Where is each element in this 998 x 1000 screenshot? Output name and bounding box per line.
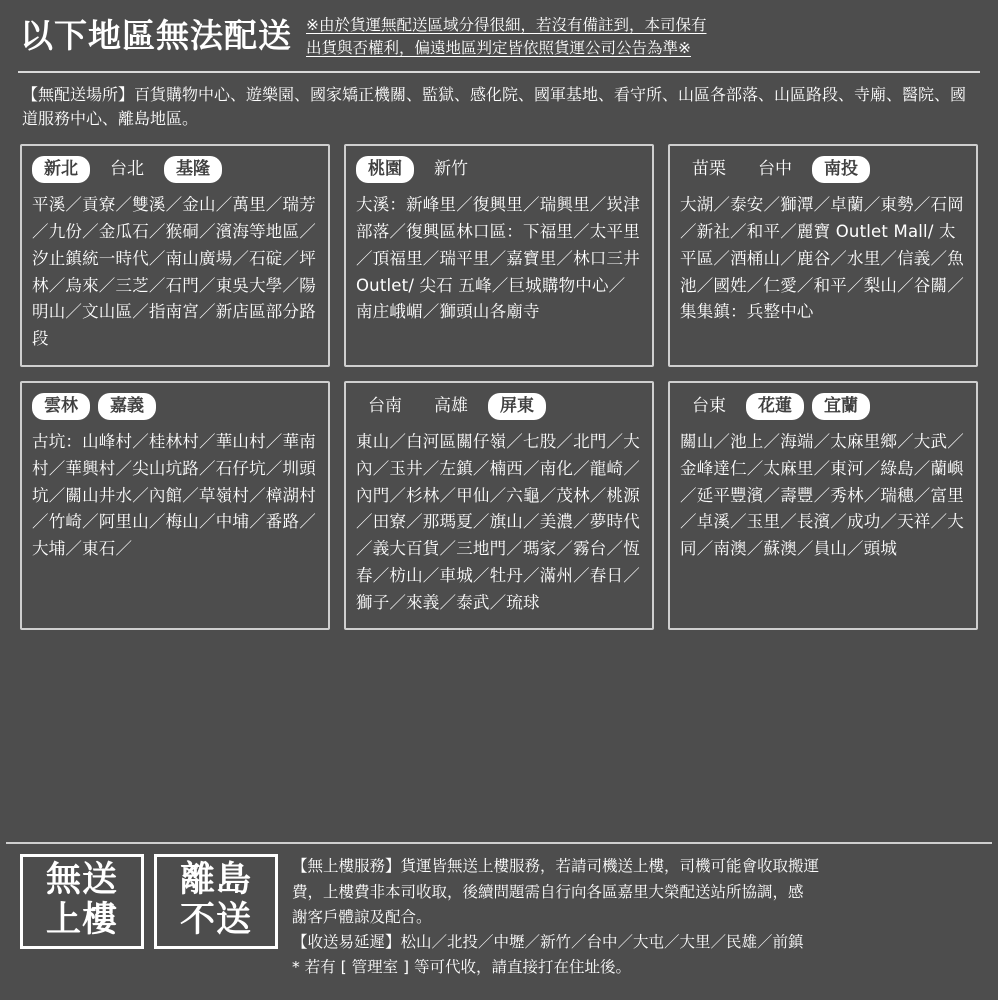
region-tab[interactable]: 台南 xyxy=(368,395,402,416)
region-tabs xyxy=(32,156,318,183)
page-header xyxy=(6,6,992,71)
header-note-line1: ※由於貨運無配送區域分得很細，若沒有備註到，本司保有 xyxy=(306,16,707,34)
no-island-stamp xyxy=(154,854,278,948)
region-box-3 xyxy=(668,144,978,367)
region-box-6 xyxy=(668,381,978,630)
page-title: 以下地區無法配送 xyxy=(20,16,292,56)
region-tab[interactable]: 高雄 xyxy=(434,395,468,416)
region-box-4 xyxy=(20,381,330,630)
region-tabs xyxy=(32,393,318,420)
region-tab[interactable]: 新竹 xyxy=(434,159,468,180)
region-tabs xyxy=(680,156,966,183)
region-grid xyxy=(6,144,992,642)
region-tab[interactable]: 嘉義 xyxy=(98,393,156,420)
footer-note-line5: * 若有 [ 管理室 ] 等可代收，請直接打在住址後。 xyxy=(292,957,631,976)
region-tab[interactable]: 新北 xyxy=(32,156,90,183)
region-tab[interactable]: 苗栗 xyxy=(692,159,726,180)
region-tab[interactable]: 台中 xyxy=(758,159,792,180)
region-box-1 xyxy=(20,144,330,367)
region-tab[interactable]: 桃園 xyxy=(356,156,414,183)
region-body: 平溪／貢寮／雙溪／金山／萬里／瑞芳／九份／金瓜石／猴硐／濱海等地區／汐止鎮統一時代／南山廣場／石碇／坪林／烏來／三芝／石門／東吳大學／陽明山／文山區／指南宮／新店區部分路段 xyxy=(32,195,316,349)
header-note xyxy=(306,12,978,61)
no-upstairs-stamp-line1: 無送 xyxy=(45,860,118,901)
region-tabs xyxy=(680,393,966,420)
region-body: 大溪：新峰里／復興里／瑞興里／崁津部落／復興區林口區：下福里／太平里／頂福里／瑞平里／嘉寶里／林口三井 Outlet/ 尖石 五峰／巨城購物中心／南庄峨嵋／獅頭山各廟寺 xyxy=(356,195,640,322)
footer-note-line2: 費，上樓費非本司收取，後續問題需自行向各區嘉里大榮配送站所協調，感 xyxy=(292,882,804,901)
region-tab[interactable]: 雲林 xyxy=(32,393,90,420)
region-tab[interactable]: 台東 xyxy=(692,395,726,416)
page-footer xyxy=(6,842,992,994)
region-tabs xyxy=(356,393,642,420)
no-upstairs-stamp xyxy=(20,854,144,948)
footer-note-line4: 【收送易延遲】松山／北投／中壢／新竹／台中／大屯／大里／民雄／前鎮 xyxy=(292,932,804,951)
region-body: 東山／白河區關仔嶺／七股／北門／大內／玉井／左鎮／楠西／南化／龍崎／內門／杉林／甲仙／六龜／茂林／桃源／田寮／那瑪夏／旗山／美濃／夢時代／義大百貨／三地門／瑪家／霧台／恆春／枋山／車城／牡丹／滿州／春日／獅子／來義／泰武／琉球 xyxy=(356,432,640,612)
region-tab[interactable]: 花蓮 xyxy=(746,393,804,420)
region-tab[interactable]: 台北 xyxy=(110,159,144,180)
region-tab[interactable]: 屏東 xyxy=(488,393,546,420)
region-tab[interactable]: 宜蘭 xyxy=(812,393,870,420)
region-box-2 xyxy=(344,144,654,367)
no-upstairs-stamp-line2: 上樓 xyxy=(45,899,118,940)
header-divider xyxy=(18,71,980,73)
region-tabs xyxy=(356,156,642,183)
footer-note-line3: 謝客戶體諒及配合。 xyxy=(292,907,432,926)
region-body: 關山／池上／海端／太麻里鄉／大武／金峰達仁／太麻里／東河／綠島／蘭嶼／延平豐濱／壽豐／秀林／瑞穗／富里／卓溪／玉里／長濱／成功／天祥／大同／南澳／蘇澳／員山／頭城 xyxy=(680,432,964,559)
footer-note-line1: 【無上樓服務】貨運皆無送上樓服務，若請司機送上樓，司機可能會收取搬運 xyxy=(292,857,820,876)
header-note-line2: 出貨與否權利，偏遠地區判定皆依照貨運公司公告為準※ xyxy=(306,39,691,58)
footer-notes xyxy=(288,854,819,980)
intro-text: 【無配送場所】百貨購物中心、遊樂園、國家矯正機關、監獄、感化院、國軍基地、看守所、山區各部落、山區路段、寺廟、醫院、國道服務中心、離島地區。 xyxy=(22,84,967,129)
no-island-stamp-line2: 不送 xyxy=(179,899,252,940)
region-body: 大湖／泰安／獅潭／卓蘭／東勢／石岡／新社／和平／麗寶 Outlet Mall/ 太平區／酒桶山／鹿谷／水里／信義／魚池／國姓／仁愛／和平／梨山／谷關／集集鎮：兵整中心 xyxy=(680,195,964,322)
region-tab[interactable]: 南投 xyxy=(812,156,870,183)
region-body: 古坑：山峰村／桂林村／華山村／華南村／華興村／尖山坑路／石仔坑／圳頭坑／關山井水／內館／草嶺村／樟湖村／竹崎／阿里山／梅山／中埔／番路／大埔／東石／ xyxy=(32,432,316,559)
no-island-stamp-line1: 離島 xyxy=(179,860,252,901)
region-tab[interactable]: 基隆 xyxy=(164,156,222,183)
region-box-5 xyxy=(344,381,654,630)
